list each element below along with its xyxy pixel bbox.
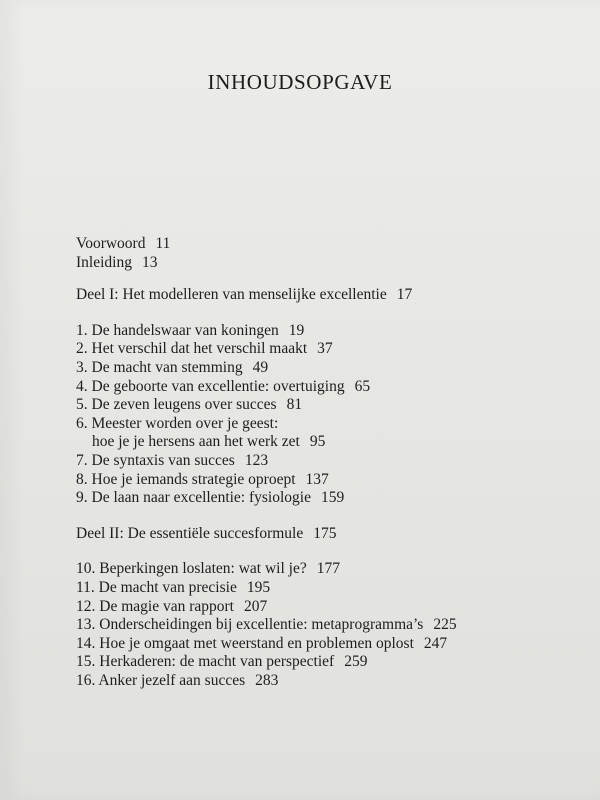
entry-text: 2. Het verschil dat het verschil maakt	[76, 340, 308, 358]
entry-page: 247	[423, 634, 448, 652]
entry-page: 137	[305, 470, 329, 488]
entry-text: 15. Herkaderen: de macht van perspectief	[76, 653, 335, 671]
entry-page: 283	[255, 671, 279, 689]
entry-page: 123	[244, 451, 269, 469]
toc-part-1	[76, 286, 576, 305]
table-of-contents	[76, 235, 576, 690]
toc-chapter-7	[76, 452, 576, 471]
entry-text: 4. De geboorte van excellentie: overtuiging	[76, 377, 345, 395]
entry-text: 8. Hoe je iemands strategie oproept	[76, 470, 296, 488]
entry-text: 10. Beperkingen loslaten: wat wil je?	[76, 560, 307, 578]
toc-chapter-3	[76, 359, 576, 378]
toc-chapter-15	[76, 653, 576, 672]
entry-text: 1. De handelswaar van koningen	[76, 321, 279, 339]
entry-page: 195	[246, 578, 271, 596]
entry-text: 11. De macht van precisie	[76, 578, 237, 596]
entry-text: 5. De zeven leugens over succes	[76, 396, 277, 414]
entry-page: 13	[141, 253, 158, 271]
entry-text: 6. Meester worden over je geest:	[76, 414, 279, 432]
entry-page: 81	[286, 396, 303, 414]
entry-text: Inleiding	[76, 253, 132, 271]
toc-chapter-13	[76, 616, 576, 635]
entry-page: 207	[243, 597, 268, 615]
toc-chapter-8	[76, 471, 576, 490]
part-text: Deel I: Het modelleren van menselijke excellentie	[76, 286, 387, 304]
entry-text: 7. De syntaxis van succes	[76, 451, 235, 469]
toc-entry-inleiding	[76, 254, 576, 273]
entry-page: 19	[288, 321, 305, 339]
toc-entry-voorwoord	[76, 235, 576, 254]
toc-chapter-2	[76, 340, 576, 359]
entry-page: 177	[316, 560, 340, 578]
entry-text: 3. De macht van stemming	[76, 358, 243, 376]
toc-chapter-6-continued	[76, 433, 576, 452]
entry-text: 13. Onderscheidingen bij excellentie: metaprogramma’s	[76, 616, 424, 634]
toc-chapter-16	[76, 672, 576, 691]
toc-part-2	[76, 525, 576, 544]
toc-chapter-9	[76, 489, 576, 508]
entry-page: 95	[309, 433, 326, 451]
entry-text: 16. Anker jezelf aan succes	[76, 671, 246, 689]
toc-chapter-6	[76, 415, 576, 434]
part-page: 175	[313, 524, 337, 542]
entry-page: 259	[344, 653, 368, 671]
entry-text: Voorwoord	[76, 235, 146, 252]
part-text: Deel II: De essentiële succesformule	[76, 524, 304, 542]
entry-text: 9. De laan naar excellentie: fysiologie	[76, 489, 311, 507]
page-title: INHOUDSOPGAVE	[207, 70, 393, 94]
toc-chapter-11	[76, 579, 576, 598]
entry-page: 37	[317, 340, 333, 358]
toc-chapter-5	[76, 396, 576, 415]
entry-text: hoe je je hersens aan het werk zet	[92, 433, 300, 451]
toc-chapter-1	[76, 322, 576, 341]
entry-page: 49	[252, 358, 269, 376]
entry-text: 12. De magie van rapport	[76, 597, 234, 615]
toc-chapter-10	[76, 560, 576, 579]
toc-chapter-4	[76, 378, 576, 397]
part-page: 17	[396, 286, 413, 304]
entry-page: 225	[433, 616, 457, 634]
entry-page: 65	[354, 377, 371, 395]
toc-chapter-14	[76, 635, 576, 654]
entry-page: 11	[155, 235, 171, 252]
entry-page: 159	[320, 489, 345, 507]
toc-chapter-12	[76, 598, 576, 617]
entry-text: 14. Hoe je omgaat met weerstand en problemen oplost	[76, 634, 414, 652]
